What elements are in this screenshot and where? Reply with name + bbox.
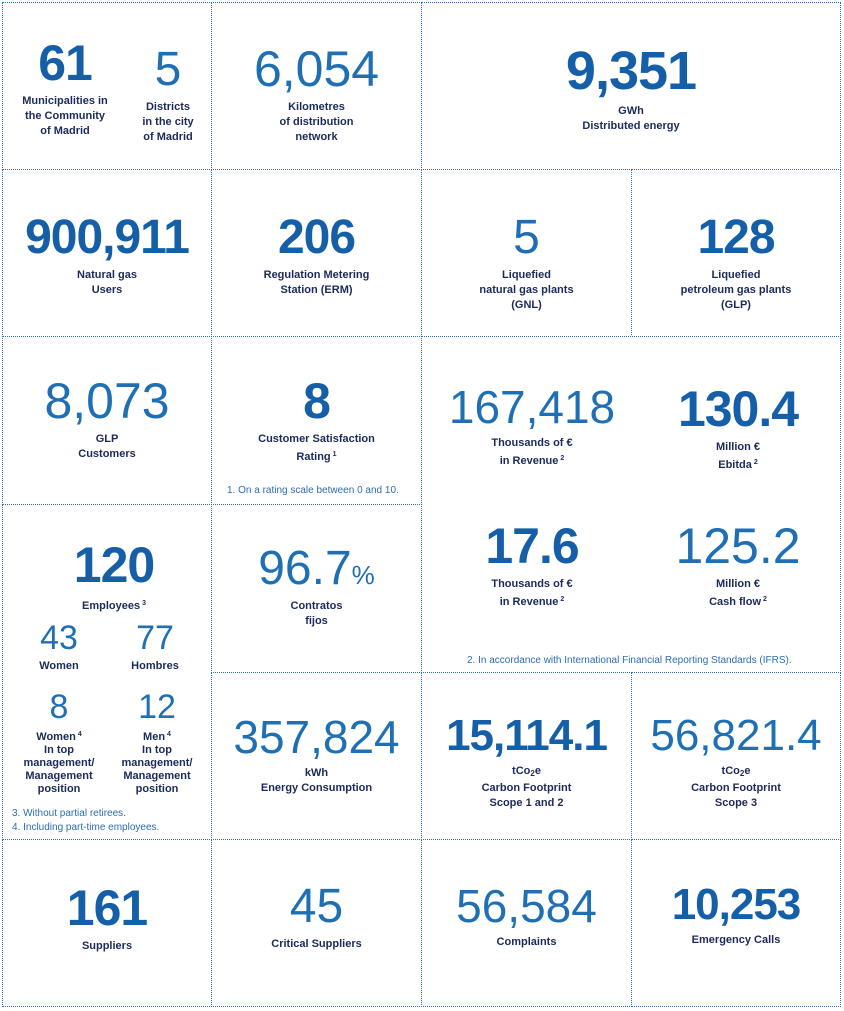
revenue2-label-text: Thousands of € in Revenue [491, 578, 573, 608]
satisfaction-value: 8 [303, 373, 330, 429]
women-mgmt-footnote-mark: 4 [77, 731, 82, 738]
ebitda-label-text: Million € Ebitda [716, 441, 760, 471]
cashflow-label-text: Million € Cash flow [709, 578, 762, 608]
footnote-3: 3. Without partial retirees. [12, 808, 126, 819]
metric-districts [118, 43, 218, 145]
cashflow-label [638, 577, 838, 610]
women-label: Women [39, 660, 79, 672]
footnote-2: 2. In accordance with International Financial Reporting Standards (IFRS). [467, 655, 792, 666]
metric-glp [633, 211, 839, 313]
metric-scope12 [423, 711, 630, 811]
scope12-unit-a: tCo [512, 765, 531, 777]
metric-contratos [213, 542, 420, 629]
men-mgmt-value: 12 [138, 688, 176, 726]
men-mgmt-head: Men [143, 731, 166, 743]
women-mgmt-text: In top management/ Management position [23, 744, 95, 795]
metric-erm [213, 211, 420, 298]
footnote-4: 4. Including part-time employees. [12, 822, 160, 833]
women-value: 43 [40, 619, 78, 657]
metric-hombres [114, 621, 196, 674]
hombres-value: 77 [136, 619, 174, 657]
contratos-value: 96.7 [258, 542, 352, 595]
municipalities-label: Municipalities in the Community of Madrid [22, 95, 108, 137]
suppliers-label: Suppliers [81, 940, 133, 952]
metric-users [4, 211, 210, 298]
revenue-footnote-mark: 2 [560, 455, 565, 462]
scope12-unit [423, 764, 630, 781]
scope12-unit-b: e [534, 765, 541, 777]
revenue-label [432, 436, 632, 469]
glp-customers-value: 8,073 [44, 373, 170, 429]
metric-municipalities [10, 35, 120, 139]
users-label: Natural gas Users [77, 269, 137, 296]
revenue2-value: 17.6 [485, 518, 579, 574]
gwh-label: GWh Distributed energy [582, 105, 680, 132]
employees-label [14, 596, 214, 614]
revenue-label-text: Thousands of € in Revenue [491, 437, 573, 467]
metric-critical [213, 880, 420, 952]
men-mgmt-label [110, 728, 204, 796]
satisfaction-label [213, 432, 420, 465]
km-value: 6,054 [253, 41, 380, 97]
women-mgmt-head: Women [36, 731, 76, 743]
metric-glp-customers [4, 373, 210, 462]
gnl-value: 5 [513, 211, 540, 264]
women-mgmt-label [12, 728, 106, 796]
scope3-unit-sub: 2 [739, 769, 745, 778]
metric-gnl [423, 211, 630, 313]
scope12-unit-sub: 2 [530, 769, 535, 778]
hombres-label: Hombres [131, 660, 179, 672]
gwh-value: 9,351 [565, 41, 697, 101]
metric-emergency [633, 880, 839, 948]
ebitda-value: 130.4 [677, 381, 799, 437]
energy-value: 357,824 [233, 711, 400, 763]
employees-footnote-mark: 3 [142, 600, 146, 607]
gnl-label: Liquefied natural gas plants (GNL) [479, 269, 574, 311]
revenue-value: 167,418 [448, 381, 616, 433]
scope12-value: 15,114.1 [446, 711, 607, 760]
complaints-label: Complaints [496, 936, 557, 948]
scope3-label: Carbon Footprint Scope 3 [691, 782, 781, 809]
scope12-label: Carbon Footprint Scope 1 and 2 [481, 782, 572, 809]
contratos-unit: % [351, 560, 375, 590]
satisfaction-footnote-mark: 1 [332, 451, 337, 458]
scope3-unit-b: e [744, 765, 751, 777]
men-mgmt-footnote-mark: 4 [167, 731, 171, 738]
complaints-value: 56,584 [456, 880, 597, 932]
ebitda-label [638, 440, 838, 473]
contratos-label: Contratos fijos [290, 600, 343, 627]
erm-label: Regulation Metering Station (ERM) [263, 269, 370, 296]
revenue2-label [432, 577, 632, 610]
critical-value: 45 [289, 880, 344, 933]
metric-women [18, 621, 100, 674]
ebitda-footnote-mark: 2 [753, 459, 758, 466]
metric-revenue [432, 381, 632, 469]
metric-scope3 [633, 711, 839, 811]
scope3-unit-a: tCo [721, 765, 740, 777]
emergency-value: 10,253 [671, 880, 801, 929]
energy-label: kWh Energy Consumption [260, 767, 373, 794]
scope3-unit [633, 764, 839, 781]
contratos-value-wrap [213, 542, 420, 595]
metric-complaints [423, 880, 630, 950]
metric-ebitda [638, 381, 838, 473]
satisfaction-label-text: Customer Satisfaction Rating [258, 433, 375, 463]
glp-label: Liquefied petroleum gas plants (GLP) [680, 269, 792, 311]
women-mgmt-value: 8 [49, 688, 69, 726]
critical-label: Critical Suppliers [271, 938, 362, 950]
users-value: 900,911 [25, 211, 189, 264]
km-label: Kilometres of distribution network [279, 101, 354, 143]
cashflow-value: 125.2 [675, 518, 801, 574]
metric-km [214, 41, 419, 145]
districts-value: 5 [154, 43, 182, 96]
metric-satisfaction [213, 373, 420, 465]
cashflow-footnote-mark: 2 [763, 596, 767, 603]
glp-customers-label: GLP Customers [78, 433, 136, 460]
metric-men-mgmt [110, 690, 204, 796]
employees-value: 120 [73, 537, 155, 593]
districts-label: Districts in the city of Madrid [142, 101, 194, 143]
men-mgmt-text: In top management/ Management position [121, 744, 193, 795]
metric-women-mgmt [12, 690, 106, 796]
scope3-value: 56,821.4 [650, 711, 822, 760]
erm-value: 206 [277, 211, 356, 264]
metric-suppliers [4, 880, 210, 954]
metric-cashflow [638, 518, 838, 610]
emergency-label: Emergency Calls [691, 934, 781, 946]
metric-employees [14, 537, 214, 614]
municipalities-value: 61 [38, 35, 92, 91]
employees-label-text: Employees [82, 600, 141, 612]
footnote-1: 1. On a rating scale between 0 and 10. [227, 485, 399, 496]
glp-value: 128 [697, 211, 775, 264]
revenue2-footnote-mark: 2 [560, 596, 565, 603]
metric-revenue-2 [432, 518, 632, 610]
suppliers-value: 161 [66, 880, 148, 936]
metric-energy [213, 711, 420, 796]
metric-gwh [424, 41, 838, 134]
